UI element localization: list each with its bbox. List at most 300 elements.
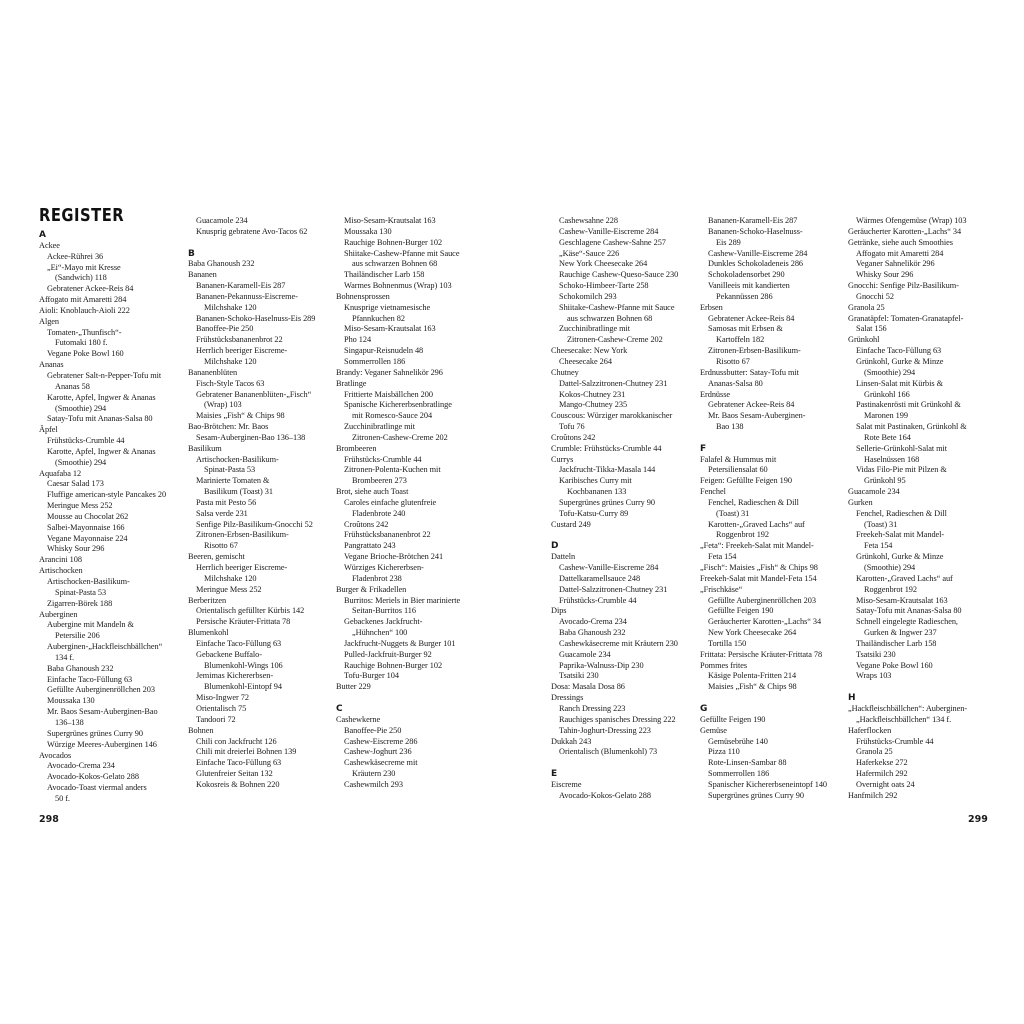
index-subentry: Haferkekse 272 [856,758,908,768]
index-entry: „Frischkäse“ [700,584,743,594]
index-subentry: Miso-Sesam-Krautsalat 163 [856,595,948,605]
index-entry: Brombeeren [336,443,377,453]
index-subentry: Rauchige Bohnen-Burger 102 [344,237,443,247]
index-subentry: Gefüllte Auberginenröllchen 203 [708,595,816,605]
index-subentry: Orientalisch gefüllter Kürbis 142 [196,606,305,616]
index-subentry: Pulled-Jackfruit-Burger 92 [344,649,432,659]
index-subentry: Geschlagene Cashew-Sahne 257 [559,237,666,247]
index-entry: Chutney [551,367,579,377]
index-continuation: Kochbananen 133 [567,487,627,497]
index-subentry: Mr. Baos Sesam-Auberginen- [708,411,806,421]
index-subentry: Fluffige american-style Pancakes 20 [47,490,167,500]
index-continuation: Milchshake 120 [204,573,257,583]
index-continuation: Risotto 67 [204,541,238,551]
index-subentry: Kokos-Chutney 231 [559,389,626,399]
index-subentry: Miso-Ingwer 72 [196,693,249,703]
index-subentry: Frühstücksbananenbrot 22 [344,530,431,540]
index-continuation: Kräutern 230 [352,769,396,779]
index-subentry: Glutenfreier Seitan 132 [196,769,273,779]
index-subentry: Satay-Tofu mit Ananas-Salsa 80 [47,414,153,424]
index-subentry: Affogato mit Amaretti 284 [856,248,944,258]
index-subentry: Sommerrollen 186 [344,356,406,366]
index-subentry: Rauchige Cashew-Queso-Sauce 230 [559,270,679,280]
index-entry: Dosa: Masala Dosa 86 [551,682,625,692]
index-entry: „Fisch“: Maisies „Fish“ & Chips 98 [700,563,818,572]
index-subentry: Bananen-Karamell-Eis 287 [196,281,286,291]
section-gap [700,433,840,444]
index-subentry: Persische Kräuter-Frittata 78 [196,617,291,627]
index-subentry: Pho 124 [344,335,372,345]
index-subentry: Supergrünes grünes Curry 90 [708,790,804,800]
index-continuation: Pekannüssen 286 [716,291,773,301]
index-continuation: Eis 289 [716,237,741,247]
section-letter: B [188,248,195,259]
index-subentry: Dattelkaramellsauce 248 [559,573,641,583]
index-subentry: Salat 156 [856,324,887,334]
index-entry: Bohnensprossen [336,291,390,301]
index-subentry: Guacamole 234 [559,649,611,659]
index-subentry: Käsige Polenta-Fritten 214 [708,671,797,681]
index-entry: Guacamole 234 [848,487,900,497]
index-subentry: Gebratener Ackee-Reis 84 [708,313,795,323]
index-subentry: Meringue Mess 252 [47,501,113,511]
index-entry: Gemüse [700,725,727,735]
index-subentry: Tsatsiki 230 [559,671,599,681]
index-entry: Bananenblüten [188,367,238,377]
index-subentry: Frühstücks-Crumble 44 [47,436,125,446]
index-continuation: (Smoothie) 294 [864,367,916,377]
index-subentry: Moussaka 130 [344,226,392,236]
index-subentry: Frittierte Maisbällchen 200 [344,389,433,399]
index-continuation: Spinat-Pasta 53 [204,465,256,475]
index-subentry: Karotten-„Graved Lachs“ auf [856,573,953,583]
index-subentry: Tofu 76 [559,422,585,432]
index-subentry: Singapur-Reisnudeln 48 [344,346,424,356]
index-subentry: Samosas mit Erbsen & [708,324,783,334]
index-subentry: Schokomilch 293 [559,291,617,301]
index-entry: Dukkah 243 [551,736,592,746]
index-subentry: Bananen-Pekannuss-Eiscreme- [196,291,298,301]
page-title: REGISTER [39,205,125,226]
index-subentry: Rauchiges spanisches Dressing 222 [559,714,676,724]
index-subentry: Wärmes Ofengemüse (Wrap) 103 [856,216,967,225]
index-entry: Erbsen [700,302,723,312]
index-subentry: Vanilleeis mit kandierten [708,281,790,291]
index-subentry: Zitronen-Erbsen-Basilikum- [196,530,289,540]
index-subentry: Burritos: Meriels in Bier marinierte [344,595,461,605]
index-subentry: Ranch Dressing 223 [559,703,626,713]
index-subentry: Gebratener Bananenblüten-„Fisch“ [196,389,312,399]
index-entry: Currys [551,454,574,464]
index-subentry: Spanische Kichererbsenbratlinge [344,400,452,410]
index-continuation: Blumenkohl-Eintopf 94 [204,682,282,692]
index-subentry: Tofu-Katsu-Curry 89 [559,508,629,518]
index-subentry: New York Cheesecake 264 [708,628,797,638]
index-subentry: Einfache Taco-Füllung 63 [47,674,133,684]
index-subentry: Cashew-Joghurt 236 [344,747,412,757]
index-subentry: Mango-Chutney 235 [559,400,628,410]
index-entry: Geräucherter Karotten-„Lachs“ 34 [848,226,962,236]
index-entry: Erdnüsse [700,389,731,399]
index-subentry: Cashewmilch 293 [344,779,403,789]
index-subentry: Jackfrucht-Nuggets & Burger 101 [344,638,456,648]
index-subentry: Chili con Jackfrucht 126 [196,736,277,746]
index-subentry: Herrlich beeriger Eiscreme- [196,346,288,356]
index-subentry: „Hackfleischbällchen“ 134 f. [856,714,952,724]
index-subentry: Caroles einfache glutenfreie [344,497,437,507]
index-entry: Gnocchi: Senfige Pilz-Basilikum- [848,281,959,291]
index-subentry: Satay-Tofu mit Ananas-Salsa 80 [856,606,962,616]
index-continuation: Pfannkuchen 82 [352,313,405,323]
index-subentry: Einfache Taco-Füllung 63 [196,758,282,768]
index-continuation: Basilikum (Toast) 31 [204,487,273,497]
index-subentry: Zucchinibratlinge mit [559,324,631,334]
index-subentry: Meringue Mess 252 [196,584,262,594]
index-subentry: Pastinakenrösti mit Grünkohl & [856,400,961,410]
index-continuation: 50 f. [55,793,70,803]
index-entry: Basilikum [188,443,222,453]
index-subentry: Senfige Pilz-Basilikum-Gnocchi 52 [196,519,313,529]
index-subentry: Sommerrollen 186 [708,769,770,779]
index-subentry: Artischocken-Basilikum- [47,577,130,586]
index-entry: Granatäpfel: Tomaten-Granatapfel- [848,313,964,323]
section-letter: G [700,703,708,714]
section-gap [848,682,988,693]
index-subentry: Petersiliensalat 60 [708,465,768,475]
index-column-6 [848,216,988,802]
index-subentry: Veganer Sahnelikör 296 [856,259,935,269]
section-gap [188,238,328,249]
index-subentry: Shiitake-Cashew-Pfanne mit Sauce [559,302,675,312]
index-subentry: Knusprige vietnamesische [344,302,431,312]
index-continuation: Kartoffeln 182 [716,335,765,345]
index-continuation: „Hühnchen“ 100 [352,628,408,638]
index-subentry: Tomaten-„Thunfisch“- [47,327,122,337]
index-subentry: Zucchinibratlinge mit [344,422,416,432]
index-entry: Frittata: Persische Kräuter-Frittata 78 [700,649,823,659]
index-subentry: Granola 25 [856,747,893,757]
index-entry: Baba Ghanoush 232 [188,259,255,269]
index-subentry: Avocado-Toast viermal anders [47,783,147,793]
index-subentry: Banoffee-Pie 250 [196,324,254,334]
index-subentry: Gebackenes Jackfrucht- [344,617,423,627]
index-entry: Datteln [551,552,576,562]
index-subentry: Tofu-Burger 104 [344,671,399,681]
index-entry: Arancini 108 [39,555,82,565]
index-entry: Grünkohl [848,335,880,345]
index-subentry: Jemimas Kichererbsen- [196,671,274,681]
index-entry: Gurken [848,497,873,507]
index-entry: Cashewkerne [336,714,381,724]
index-subentry: Marinierte Tomaten & [196,476,270,486]
index-entry: Dressings [551,693,584,703]
index-entry: Artischocken [39,566,83,576]
index-subentry: New York Cheesecake 264 [559,259,648,269]
index-subentry: Fenchel, Radieschen & Dill [856,508,947,518]
index-entry: Ackee [39,240,60,250]
index-subentry: Schnell eingelegte Radieschen, [856,617,958,627]
index-subentry: Knusprig gebratene Avo-Tacos 62 [196,226,308,236]
index-entry: Bohnen [188,725,214,735]
index-subentry: Vegane Poke Bowl 160 [856,660,933,670]
index-continuation: (Smoothie) 294 [55,457,107,467]
index-subentry: Einfache Taco-Füllung 63 [856,346,942,356]
section-gap [700,693,840,704]
index-subentry: Chili mit dreierlei Bohnen 139 [196,747,297,757]
index-subentry: Rauchige Bohnen-Burger 102 [344,660,443,670]
section-letter: H [848,693,856,704]
index-subentry: Frühstücks-Crumble 44 [856,736,934,746]
index-entry: Bananen [188,270,217,280]
index-continuation: Ananas 58 [55,381,90,391]
index-entry: Haferflocken [848,725,892,735]
index-subentry: Würzige Meeres-Auberginen 146 [47,739,157,749]
index-continuation: (Smoothie) 294 [55,403,107,413]
index-entry: Hanfmilch 292 [848,790,898,800]
index-continuation: Grünkohl 95 [864,476,906,486]
index-entry: Eiscreme [551,779,582,789]
index-continuation: Milchshake 120 [204,302,257,312]
index-subentry: Sellerie-Grünkohl-Salat mit [856,443,948,453]
index-subentry: Croûtons 242 [344,519,389,529]
index-subentry: Feta 154 [708,552,737,562]
index-entry: Getränke, siehe auch Smoothies [848,237,953,247]
index-subentry: Bananen-Karamell-Eis 287 [708,216,798,225]
index-entry: Erdnussbutter: Satay-Tofu mit [700,367,799,377]
index-subentry: Warmes Bohnenmus (Wrap) 103 [344,281,452,291]
index-subentry: Mr. Baos Sesam-Auberginen-Bao [47,707,158,717]
index-continuation: Zitronen-Cashew-Creme 202 [567,335,663,345]
index-subentry: Salat mit Pastinaken, Grünkohl & [856,422,967,432]
index-subentry: Pizza 110 [708,747,740,757]
index-subentry: Frühstücksbananenbrot 22 [196,335,283,345]
index-continuation: Spinat-Pasta 53 [55,587,107,597]
index-continuation: Rote Bete 164 [864,432,911,442]
index-subentry: Cashew-Vanille-Eiscreme 284 [708,248,808,258]
index-subentry: Karotte, Apfel, Ingwer & Ananas [47,446,156,456]
index-subentry: Baba Ghanoush 232 [47,663,114,673]
index-subentry: Ackee-Rührei 36 [47,251,104,261]
index-column-4 [551,216,691,802]
index-subentry: Cashew-Vanille-Eiscreme 284 [559,563,659,572]
index-entry: Granola 25 [848,302,885,312]
index-subentry: Supergrünes grünes Curry 90 [559,497,655,507]
index-subentry: Frühstücks-Crumble 44 [559,595,637,605]
index-continuation: 136–138 [55,717,84,727]
index-entry: Brandy: Veganer Sahnelikör 296 [336,367,443,377]
index-column-1 [39,230,179,805]
index-subentry: Zigarren-Börek 188 [47,598,113,608]
index-subentry: Fisch-Style Tacos 63 [196,378,265,388]
index-subentry: Zitronen-Erbsen-Basilikum- [708,346,801,356]
index-subentry: Paprika-Walnuss-Dip 230 [559,660,644,670]
index-continuation: (Wrap) 103 [204,400,242,410]
index-column-5 [700,216,840,802]
index-subentry: Gebratener Ackee-Reis 84 [47,284,134,294]
index-subentry: Kokosreis & Bohnen 220 [196,779,280,789]
index-subentry: Dunkles Schokoladeneis 286 [708,259,804,269]
index-subentry: Sesam-Auberginen-Bao 136–138 [196,432,306,442]
index-subentry: Bananen-Schoko-Haselnuss-Eis 289 [196,313,316,323]
index-subentry: Dattel-Salzzitronen-Chutney 231 [559,378,668,388]
index-entry: Berberitzen [188,595,227,605]
index-subentry: „Ei“-Mayo mit Kresse [47,262,121,272]
index-subentry: Overnight oats 24 [856,779,915,789]
index-subentry: Einfache Taco-Füllung 63 [196,638,282,648]
index-continuation: (Sandwich) 118 [55,273,107,283]
section-letter: E [551,769,558,780]
index-subentry: Gebratener Ackee-Reis 84 [708,400,795,410]
index-entry: Blumenkohl [188,628,229,638]
index-subentry: Baba Ghanoush 232 [559,628,626,638]
index-subentry: Vegane Brioche-Brötchen 241 [344,552,444,562]
index-subentry: Avocado-Kokos-Gelato 288 [559,790,651,800]
index-subentry: Spanischer Kichererbseneintopf 140 [708,779,828,789]
index-subentry: Avocado-Kokos-Gelato 288 [47,772,139,782]
index-subentry: Shiitake-Cashew-Pfanne mit Sauce [344,248,460,258]
index-subentry: Maisies „Fish“ & Chips 98 [708,682,797,692]
index-subentry: Würziges Kichererbsen- [344,563,424,572]
index-entry: Bratlinge [336,378,367,388]
index-entry: Freekeh-Salat mit Mandel-Feta 154 [700,573,817,583]
index-continuation: 134 f. [55,652,75,662]
index-subentry: Cashew-Eiscreme 286 [344,736,418,746]
index-continuation: Maronen 199 [864,411,908,421]
index-subentry: Karibisches Curry mit [559,476,632,486]
index-continuation: Petersilie 206 [55,631,100,641]
index-entry: Falafel & Hummus mit [700,454,777,464]
section-gap [551,758,691,769]
index-continuation: aus schwarzen Bohnen 68 [567,313,653,323]
index-entry: Pommes frites [700,660,748,670]
index-subentry: Dattel-Salzzitronen-Chutney 231 [559,584,668,594]
index-subentry: Jackfrucht-Tikka-Masala 144 [559,465,656,475]
index-continuation: Gurken & Ingwer 237 [864,628,937,638]
section-gap [336,693,476,704]
index-subentry: Cashew-Vanille-Eiscreme 284 [559,226,659,236]
index-subentry: Linsen-Salat mit Kürbis & [856,378,944,388]
index-subentry: Thailändischer Larb 158 [856,638,937,648]
index-entry: Couscous: Würziger marokkanischer [551,411,673,421]
index-entry: Affogato mit Amaretti 284 [39,295,127,305]
index-entry: Algen [39,316,60,326]
index-continuation: Fladenbrote 240 [352,508,406,518]
index-subentry: Gebackene Buffalo- [196,649,262,659]
index-subentry: Salbei-Mayonnaise 166 [47,522,125,532]
index-subentry: Moussaka 130 [47,696,95,706]
index-subentry: Cashewsahne 228 [559,216,618,225]
index-subentry: Fenchel, Radieschen & Dill [708,497,799,507]
index-continuation: Zitronen-Cashew-Creme 202 [352,432,448,442]
index-entry: Croûtons 242 [551,432,596,442]
index-subentry: Guacamole 234 [196,216,248,225]
index-subentry: Gnocchi 52 [856,291,894,301]
index-entry: Butter 229 [336,682,371,692]
index-subentry: Vegane Poke Bowl 160 [47,349,124,359]
index-entry: „Feta“: Freekeh-Salat mit Mandel- [700,541,814,551]
index-entry: Brot, siehe auch Toast [336,487,409,497]
index-subentry: Orientalisch (Blumenkohl) 73 [559,747,658,757]
index-continuation: (Smoothie) 294 [864,563,916,572]
index-subentry: Zitronen-Polenta-Kuchen mit [344,465,441,475]
index-entry: Auberginen [39,609,78,619]
index-continuation: Blumenkohl-Wings 106 [204,660,283,670]
index-subentry: Wraps 103 [856,671,892,681]
index-subentry: Auberginen-„Hackfleischbällchen“ [47,642,163,652]
index-entry: Fenchel [700,487,726,497]
section-letter: C [336,703,343,714]
index-continuation: Fladenbrot 238 [352,573,402,583]
index-continuation: mit Romesco-Sauce 204 [352,411,433,421]
index-subentry: Tortilla 150 [708,638,747,648]
index-entry: Feigen: Gefüllte Feigen 190 [700,476,792,486]
index-entry: Ananas [39,360,64,370]
index-entry: Bao-Brötchen: Mr. Baos [188,422,269,432]
index-continuation: Feta 154 [864,541,893,551]
index-entry: Aquafaba 12 [39,468,82,478]
index-subentry: Geräucherter Karotten-„Lachs“ 34 [708,617,822,627]
index-subentry: Grünkohl, Gurke & Minze [856,552,944,562]
index-subentry: Aubergine mit Mandeln & [47,620,134,630]
section-gap [551,530,691,541]
index-subentry: Gefüllte Auberginenröllchen 203 [47,685,155,695]
index-subentry: „Käse“-Sauce 226 [559,248,620,258]
index-subentry: Miso-Sesam-Krautsalat 163 [344,324,436,334]
index-continuation: Milchshake 120 [204,356,257,366]
index-subentry: Karotten-„Graved Lachs“ auf [708,519,805,529]
index-subentry: Salsa verde 231 [196,508,248,518]
index-continuation: Haselnüssen 168 [864,454,920,464]
index-subentry: Artischocken-Basilikum- [196,454,279,464]
index-subentry: Schoko-Himbeer-Tarte 258 [559,281,649,291]
index-subentry: Miso-Sesam-Krautsalat 163 [344,216,436,225]
section-letter: D [551,541,559,552]
index-subentry: Supergrünes grünes Curry 90 [47,728,143,738]
index-continuation: (Toast) 31 [716,508,750,518]
index-subentry: Avocado-Crema 234 [47,761,115,771]
index-entry: Gefüllte Feigen 190 [700,714,766,724]
index-subentry: Thailändischer Larb 158 [344,270,425,280]
index-continuation: Seitan-Burritos 116 [352,606,416,616]
index-subentry: Tahin-Joghurt-Dressing 223 [559,725,651,735]
index-subentry: Banoffee-Pie 250 [344,725,402,735]
index-continuation: aus schwarzen Bohnen 68 [352,259,438,269]
index-subentry: Ananas-Salsa 80 [708,378,763,388]
index-continuation: Bao 138 [716,422,744,432]
index-subentry: Gebratener Salt-n-Pepper-Tofu mit [47,370,162,380]
index-subentry: Pasta mit Pesto 56 [196,497,257,507]
index-continuation: Futomaki 180 f. [55,338,108,348]
index-subentry: Tsatsiki 230 [856,649,896,659]
index-subentry: Gemüsebrühe 140 [708,736,768,746]
index-continuation: Roggenbrot 192 [864,584,917,594]
index-subentry: Cheesecake 264 [559,356,612,366]
index-subentry: Avocado-Crema 234 [559,617,627,627]
index-subentry: Maisies „Fish“ & Chips 98 [196,411,285,421]
index-entry: Dips [551,606,567,616]
index-subentry: Vegane Mayonnaise 224 [47,533,128,543]
index-subentry: Mousse au Chocolat 262 [47,511,129,521]
index-continuation: Roggenbrot 192 [716,530,769,540]
index-subentry: Pangrattato 243 [344,541,396,551]
index-entry: Custard 249 [551,519,591,529]
index-subentry: Bananen-Schoko-Haselnuss- [708,226,803,236]
index-continuation: (Toast) 31 [864,519,898,529]
index-subentry: Rote-Linsen-Sambar 88 [708,758,787,768]
index-subentry: Grünkohl, Gurke & Minze [856,356,944,366]
index-subentry: Cashewkäsecreme mit [344,758,418,768]
index-entry: Crumble: Frühstücks-Crumble 44 [551,443,662,453]
